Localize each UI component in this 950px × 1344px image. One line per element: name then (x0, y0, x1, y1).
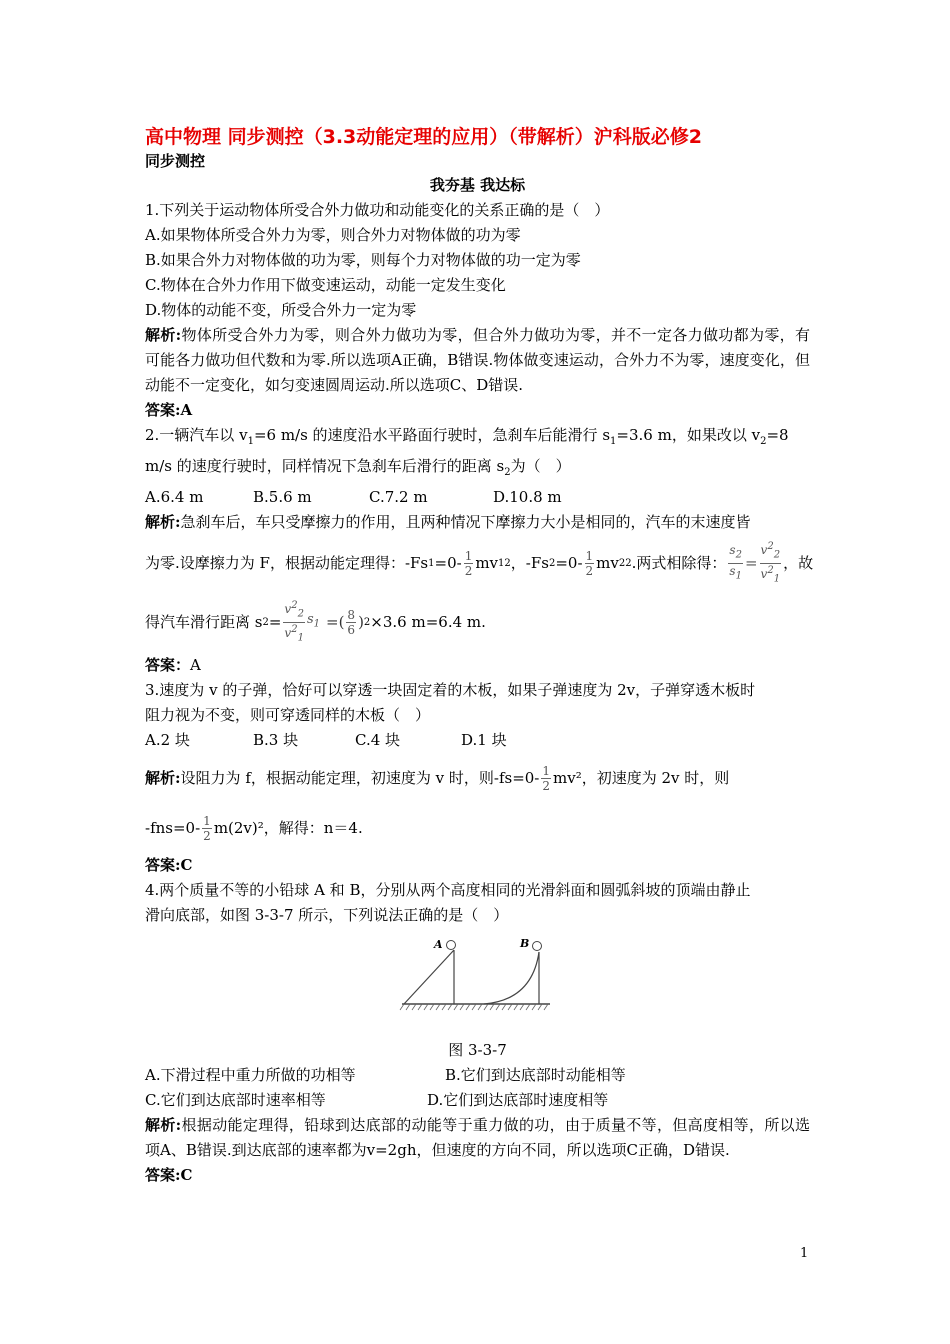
frac-num (728, 543, 743, 563)
subscript: 1 (498, 557, 505, 569)
incline-slope (404, 950, 454, 1004)
q2-stem-part: =3.6 m，如果改以 v (616, 426, 761, 444)
frac-den: 2 (203, 828, 211, 843)
q3-option-d: D.1 块 (461, 731, 507, 749)
var-s: s (306, 612, 314, 628)
ball-a (446, 941, 455, 950)
label-b: B (519, 937, 529, 950)
fraction-v2sq-over-v1sq (760, 540, 782, 586)
q4-answer (145, 1163, 810, 1188)
q2-analysis-text: 得汽车滑行距离 s (145, 612, 263, 631)
q3-analysis-line2 (145, 803, 810, 853)
superscript: 2 (767, 541, 774, 553)
answer-label: 答案： (145, 656, 191, 674)
q2-options (145, 485, 810, 510)
subscript: 2 (618, 557, 626, 569)
document-title: 高中物理 同步测控（3.3动能定理的应用）（带解析）沪科版必修2 (145, 126, 702, 148)
frac-num (760, 540, 782, 563)
frac-num: 1 (203, 813, 211, 828)
subscript: 1 (313, 618, 320, 630)
q1-option-b: B.如果合外力对物体做的功为零，则每个力对物体做的功一定为零 (145, 251, 581, 269)
q3-options (145, 728, 810, 753)
var-s: s (729, 563, 736, 578)
q1-stem: 1.下列关于运动物体所受合外力做功和动能变化的关系正确的是（ ） (145, 201, 610, 219)
q2-option-b: B.5.6 m (253, 488, 312, 506)
fraction-s2-over-s1 (728, 543, 743, 583)
q2-stem-part: 2.一辆汽车以 v (145, 426, 248, 444)
q2-answer-value: A (190, 656, 201, 674)
answer-label: 答案: (145, 401, 181, 419)
label-a: A (433, 938, 443, 951)
ground-hatching (400, 1004, 548, 1010)
subscript: 2 (735, 549, 742, 561)
q2-stem-part: 为（ ） (510, 457, 571, 475)
q2-analysis-text: ，-Fs (510, 553, 549, 572)
frac-den: 2 (542, 778, 551, 793)
q2-analysis-text: .两式相除得： (631, 553, 727, 572)
q1-answer-value: A (180, 401, 193, 419)
frac-num: 1 (464, 548, 473, 563)
subscript: 2 (760, 436, 767, 447)
q2-stem-line2 (145, 454, 810, 485)
fraction-one-half (464, 549, 474, 578)
analysis-label: 解析: (145, 513, 181, 531)
q3-stem-line1: 3.速度为 v 的子弹，恰好可以穿透一块固定着的木板，如果子弹速度为 2v，子弹穿透木板时 (145, 681, 756, 699)
fraction-one-half (541, 764, 551, 793)
analysis-label: 解析: (145, 326, 182, 344)
fraction-one-half (585, 549, 595, 578)
q2-analysis-text: ，故 (783, 553, 814, 572)
var-v: v (284, 625, 292, 640)
q2-analysis-line1 (145, 510, 810, 535)
q2-analysis-text: ×3.6 m=6.4 m. (370, 612, 486, 631)
q4-analysis (145, 1113, 810, 1163)
q2-analysis-line2: 为零.设摩擦力为 F，根据动能定理得：-Fs 1 =0- $\frac{1}{2}$ mv 1 2 ，-Fs 2 =0- $\frac{1}{2}$ mv 2 2 .两式相除得： $\frac{s_2}{s_1}$ = $\frac{v^2_2}{v^2_1}$ ，故 (145, 541, 814, 584)
q4-option-b: B.它们到达底部时动能相等 (445, 1066, 626, 1084)
q2-option-c: C.7.2 m (369, 488, 428, 506)
q2-analysis-text: mv (596, 553, 619, 572)
q1-option-c: C.物体在合外力作用下做变速运动，动能一定发生变化 (145, 276, 506, 294)
frac-den: 2 (585, 563, 594, 578)
subscript: 1 (247, 436, 254, 447)
superscript: 2 (291, 600, 298, 612)
q4-stem-line1: 4.两个质量不等的小铅球 A 和 B，分别从两个高度相同的光滑斜面和圆弧斜坡的顶端由静止 (145, 881, 751, 899)
q2-analysis-text: mv (475, 553, 499, 572)
q2-option-a: A.6.4 m (145, 488, 204, 506)
q2-analysis-text: =0- (434, 553, 462, 572)
q3-option-b: B.3 块 (253, 731, 299, 749)
subscript: 2 (297, 608, 304, 620)
section-heading: 同步测控 (145, 152, 206, 170)
q4-options-row2 (145, 1088, 810, 1113)
incline-figure (398, 934, 558, 1016)
q4-analysis-text: 根据动能定理得，铅球到达底部的动能等于重力做的功，由于质量不等，但高度相等，所以选项A、B错误.到达底部的速率都为v=2gh，但速度的方向不同，所以选项C正确，D错误. (145, 1116, 810, 1159)
superscript: 2 (767, 564, 774, 576)
q1-answer (145, 398, 810, 423)
q3-stem-line2: 阻力视为不变，则可穿透同样的木板（ ） (145, 706, 431, 724)
q1-option-d: D.物体的动能不变，所受合外力一定为零 (145, 301, 417, 319)
q2-analysis-line3: 得汽车滑行距离 s 2 = $\frac{v^2_2}{v^2_1}$ $s_1$ =( $\frac{8}{6}$ ) 2 ×3.6 m=6.4 m. (145, 600, 486, 643)
subscript: 1 (773, 572, 781, 584)
q3-analysis-text: 设阻力为 f，根据动能定理，初速度为 v 时，则-fs=0- (180, 768, 540, 787)
q2-stem-part: m/s 的速度行驶时，同样情况下急刹车后滑行的距离 s (145, 457, 505, 475)
fraction-one-half (202, 814, 212, 843)
q2-stem-part: =6 m/s 的速度沿水平路面行驶时，急刹车后能滑行 s (253, 426, 611, 444)
subscript: 1 (610, 436, 617, 447)
q3-answer-value: C (180, 856, 193, 874)
q1-analysis (145, 323, 810, 398)
q3-analysis-text: m(2v)²，解得：n＝4. (213, 818, 363, 837)
var-s1 (307, 607, 320, 637)
superscript: 2 (625, 557, 632, 569)
document-page (145, 124, 814, 1188)
fraction-v2sq-over-v1sq (283, 599, 305, 645)
q3-option-c: C.4 块 (355, 731, 401, 749)
q3-answer (145, 853, 810, 878)
q3-analysis-line1 (145, 753, 810, 803)
q2-option-d: D.10.8 m (493, 488, 562, 506)
superscript: 2 (363, 616, 371, 628)
q4-options-row1 (145, 1063, 810, 1088)
subscript: 2 (262, 616, 269, 628)
q1-option-a: A.如果物体所受合外力为零，则合外力对物体做的功为零 (145, 226, 521, 244)
answer-label: 答案: (145, 1166, 181, 1184)
subscript: 2 (504, 467, 511, 478)
analysis-label: 解析: (145, 1116, 182, 1134)
subsection-heading: 我夯基 我达标 (429, 176, 526, 194)
answer-label: 答案: (145, 856, 181, 874)
ball-b (532, 942, 541, 951)
q3-option-a: A.2 块 (145, 731, 190, 749)
subscript: 2 (548, 557, 556, 569)
subscript: 1 (428, 557, 435, 569)
q4-stem-line2: 滑向底部，如图 3-3-7 所示，下列说法正确的是（ ） (145, 906, 509, 924)
q3-analysis-text: -fns=0- (145, 818, 201, 837)
frac-den: 2 (464, 563, 473, 578)
frac-den (283, 623, 305, 645)
subscript: 1 (735, 569, 742, 581)
frac-den (760, 564, 782, 586)
q2-stem-part: =8 (766, 426, 789, 444)
var-v: v (284, 602, 292, 617)
frac-num (283, 599, 305, 622)
q1-analysis-text: 物体所受合外力为零，则合外力做功为零，但合外力做功为零，并不一定各力做功都为零，有可能各力做功但代数和为零.所以选项A正确，B错误.物体做变速运动，合外力不为零，速度变化，但动能不一定变化，如匀变速圆周运动.所以选项C、D错误. (145, 326, 810, 394)
q2-stem-line1 (145, 423, 810, 454)
superscript: 2 (504, 557, 511, 569)
var-s: s (729, 543, 736, 558)
q2-analysis-text: =0- (555, 553, 583, 572)
frac-num: 1 (585, 548, 594, 563)
var-v: v (760, 566, 768, 581)
q2-answer (145, 653, 810, 678)
var-v: v (760, 543, 768, 558)
q4-option-a: A.下滑过程中重力所做的功相等 (145, 1066, 356, 1084)
q4-answer-value: C (180, 1166, 193, 1184)
frac-den: 6 (347, 622, 356, 637)
page-number: 1 (800, 1246, 809, 1261)
frac-num: 8 (347, 607, 356, 622)
analysis-label: 解析: (145, 768, 181, 787)
frac-num: 1 (542, 763, 551, 778)
q4-option-c: C.它们到达底部时速率相等 (145, 1091, 326, 1109)
q4-option-d: D.它们到达底部时速度相等 (427, 1091, 609, 1109)
q2-analysis-text: = (268, 612, 282, 631)
q2-analysis-text: 为零.设摩擦力为 F，根据动能定理得：-Fs (145, 553, 429, 572)
fraction-8-over-6 (346, 608, 356, 637)
frac-den (728, 564, 743, 583)
subscript: 1 (297, 631, 304, 643)
figure-caption: 图 3-3-7 (448, 1041, 507, 1059)
superscript: 2 (291, 623, 298, 635)
q2-analysis-text: 急刹车后，车只受摩擦力的作用，且两种情况下摩擦力大小是相同的，汽车的末速度皆 (180, 513, 751, 531)
curved-slope (484, 952, 539, 1004)
q3-analysis-text: mv²，初速度为 2v 时，则 (553, 768, 730, 787)
subscript: 2 (773, 549, 781, 561)
